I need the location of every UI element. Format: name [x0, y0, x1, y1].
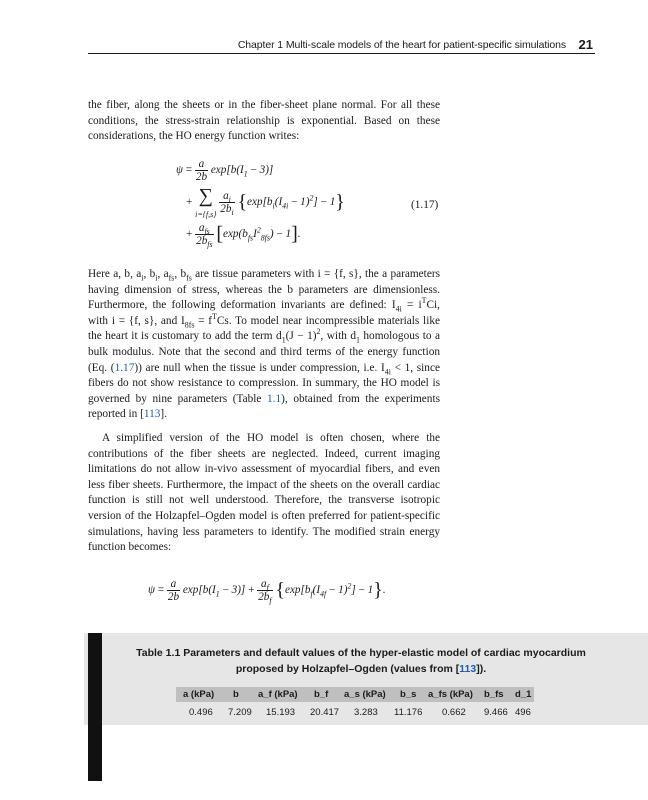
col-header-afs: a_fs (kPa) — [428, 689, 473, 700]
header-rule — [88, 53, 595, 54]
col-header-bs: b_s — [400, 689, 417, 700]
table-side-bar — [88, 633, 102, 781]
table-cell: 496 — [515, 707, 531, 718]
eq-line-1: ψ = $\frac{a}{2b}$ $\exp[b(I_1 - 3)]$ — [176, 158, 274, 183]
equation-modified: ψ = $\frac{a}{2b}$ $\exp[b(I_1 - 3)]$ + $\frac{a_f}{2b_f}$ $\{\exp[b_f(I_{4f} - 1)^2] - 1\}$. — [148, 578, 386, 606]
equation-number: (1.17) — [411, 199, 439, 211]
table-caption: Table 1.1 Parameters and default values of the hyper-elastic model of cardiac myocardium proposed by Holzapfel–Ogden (values from [113]). — [136, 647, 586, 675]
table-cell: 0.662 — [442, 707, 466, 718]
table-cell: 3.283 — [354, 707, 378, 718]
col-header-a: a (kPa) — [183, 689, 215, 700]
equation-link[interactable]: 1.17 — [114, 361, 135, 374]
table-link[interactable]: 1.1 — [267, 392, 282, 405]
paragraph-2-text: Here a, b, $a_i$, $b_i$, $a_{fs}$, $b_{fs}$ are tissue parameters with i = {f, s}, the a parameters having dimension of stress, whereas the b parameters are dimensionless. Furthermore, the following deformation invariants are defined: $I_{4i} = i^TCi$, with i = {f, s}, and $I_{8fs} = f^TCs$. To model near incompressible materials like the heart it is customary to add the term $d_1(J - 1)^2$, with $d_1$ homologous to a bulk modulus. Note that the second and third terms of the energy function (Eq. (1.17)) are null when the tissue is under compression, i.e. $I_{4i} < 1$, since fibers do not show resistance to compression. In summary, the HO model is governed by nine parameters (Table 1.1), obtained from the experiments reported in [113]. — [88, 268, 440, 421]
paragraph-2 — [88, 267, 440, 423]
table-citation-link[interactable]: 113 — [459, 663, 477, 675]
table-cell: 7.209 — [228, 707, 252, 718]
eq-line-2: + ∑ i={f,s} $\frac{a_i}{2b_i}$ $\{\exp[b_i(I_{4i} - 1)^2] - 1\}$ — [186, 185, 345, 219]
col-header-bfs: b_fs — [484, 689, 504, 700]
col-header-af: a_f (kPa) — [258, 689, 298, 700]
chapter-title: Chapter 1 Multi-scale models of the heart for patient-specific simulations — [237, 39, 566, 51]
col-header-as: a_s (kPa) — [344, 689, 386, 700]
col-header-bf: b_f — [314, 689, 329, 700]
paragraph-3-text: A simplified version of the HO model is often chosen, where the contributions of the fiber sheets are neglected. Indeed, current imaging limitations do not allow in-vivo assessment of myocardial fibers, and even less fiber sheets. Furthermore, the impact of the sheets on the overall cardiac function is still not well understood. Therefore, the transverse isotropic version of the Holzapfel–Ogden model is often preferred for patient-specific simulations, having less parameters to identify. The modified strain energy function becomes: — [88, 432, 440, 554]
table-cell: 20.417 — [310, 707, 340, 718]
intro-paragraph — [88, 98, 440, 145]
citation-link[interactable]: 113 — [143, 408, 161, 421]
running-head — [0, 38, 648, 54]
col-header-b: b — [233, 689, 239, 700]
table-cell: 11.176 — [394, 707, 423, 718]
table-cell: 9.466 — [484, 707, 508, 718]
intro-text: the fiber, along the sheets or in the fiber-sheet plane normal. For all these conditions, the stress-strain relationship is exponential. Based on these considerations, the HO energy function writes: — [88, 99, 440, 143]
table-cell: 15.193 — [266, 707, 296, 718]
page-number: 21 — [578, 37, 593, 52]
eq-line-3: + $\frac{a_{fs}}{2b_{fs}}$ $[\exp(b_{fs}I^2_{8fs}) - 1]$. — [186, 222, 301, 250]
paragraph-3 — [88, 431, 440, 556]
col-header-d1: d_1 — [515, 689, 532, 700]
table-cell: 0.496 — [189, 707, 213, 718]
